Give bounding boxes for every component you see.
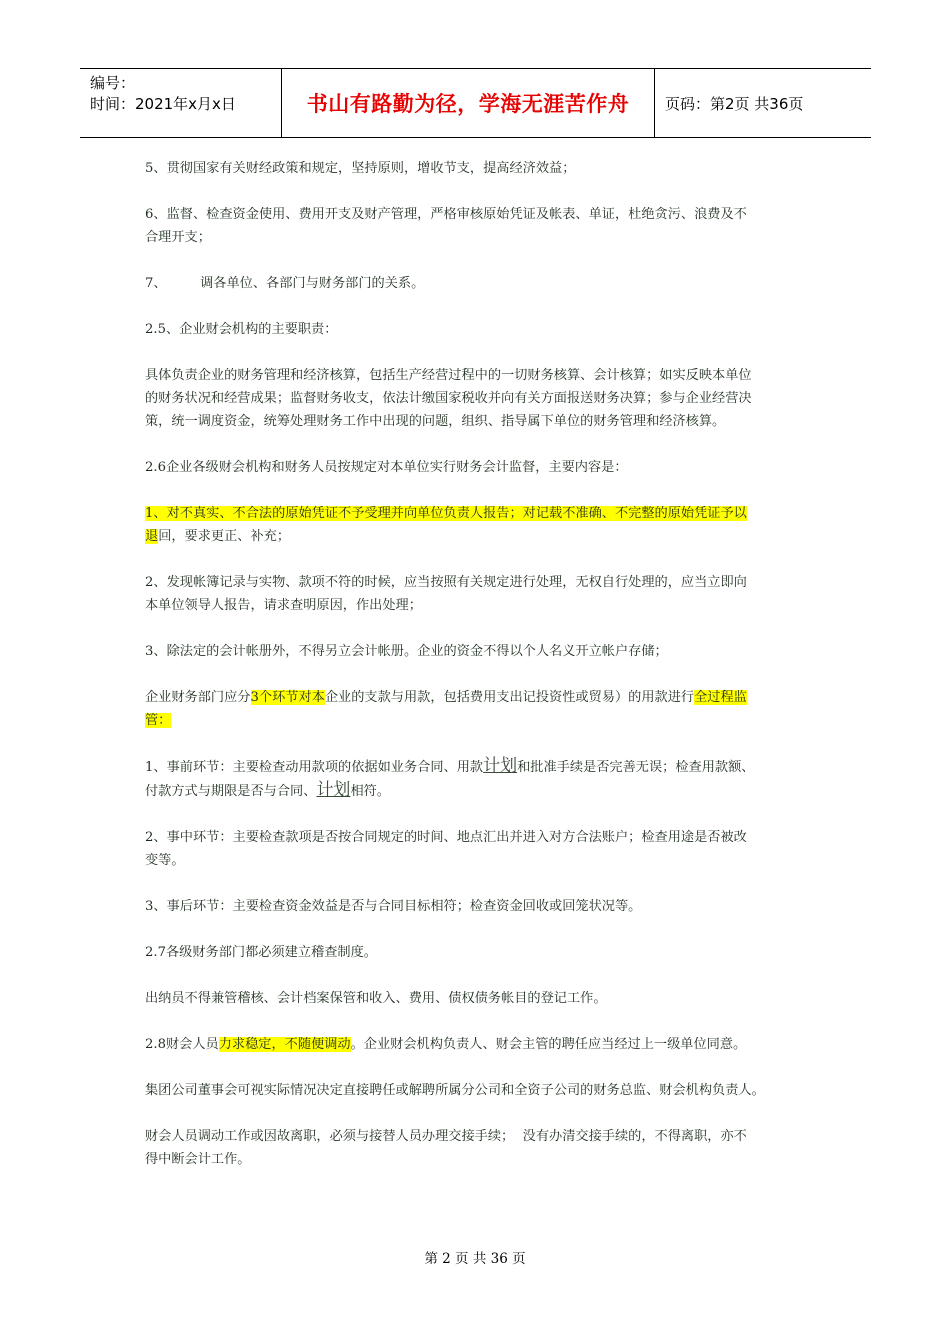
paragraph <box>145 364 805 433</box>
paragraph <box>145 1125 805 1171</box>
text-segment: 。企业财会机构负责人、财会主管的聘任应当经过上一级单位同意。 <box>350 1037 747 1052</box>
highlighted-text: 力求稳定，不随便调动 <box>218 1037 351 1052</box>
text-line: 回，要求更正、补充； <box>158 529 291 544</box>
paragraph <box>145 502 805 548</box>
paragraph <box>145 157 805 180</box>
text-line: 得中断会计工作。 <box>145 1152 251 1167</box>
paragraph <box>145 1033 805 1056</box>
section-heading <box>145 941 805 964</box>
highlighted-text: 1、对不真实、不合法的原始凭证不予受理并向单位负责人报告；对记载不准确、不完整的原始凭证予以 <box>145 506 747 521</box>
highlighted-text: 3个环节对本 <box>250 690 325 705</box>
header-page-info: 页码：第2页 共36页 <box>665 94 804 113</box>
text-segment: 企业的支款与用款，包括费用支出记投资性或贸易）的用款进行 <box>324 690 695 705</box>
highlighted-text: 全过程监 <box>694 690 747 705</box>
paragraph <box>145 686 805 732</box>
text-line: 集团公司董事会可视实际情况决定直接聘任或解聘所属分公司和全资子公司的财务总监、财会机构负责人。 <box>145 1083 765 1098</box>
plan-link[interactable]: 计划 <box>316 780 351 800</box>
header-left-cell <box>80 69 282 137</box>
section-heading <box>145 456 805 479</box>
text-line: 合理开支； <box>145 230 211 245</box>
text-segment: 企业财务部门应分 <box>145 690 251 705</box>
text-segment: 1、事前环节：主要检查动用款项的依据如业务合同、用款 <box>145 760 484 775</box>
text-line: 7、 调各单位、各部门与财务部门的关系。 <box>145 276 425 291</box>
text-line: 财会人员调动工作或因故离职，必须与接替人员办理交接手续； 没有办清交接手续的，不得离职，亦不 <box>145 1129 747 1144</box>
highlighted-text: 退 <box>145 529 159 544</box>
text-line: 3、事后环节：主要检查资金效益是否与合同目标相符；检查资金回收或回笼状况等。 <box>145 899 642 914</box>
document-date: 时间：2021年x月x日 <box>90 95 236 113</box>
text-line: 本单位领导人报告，请求查明原因，作出处理； <box>145 598 422 613</box>
paragraph <box>145 203 805 249</box>
text-line: 2.5、企业财会机构的主要职责： <box>145 322 338 337</box>
paragraph <box>145 895 805 918</box>
paragraph <box>145 755 805 803</box>
text-line: 变等。 <box>145 853 185 868</box>
paragraph <box>145 987 805 1010</box>
document-body <box>145 157 805 1171</box>
highlighted-text: 管： <box>145 713 172 728</box>
paragraph <box>145 640 805 663</box>
page-header <box>80 68 871 138</box>
text-segment: 相符。 <box>350 784 390 799</box>
text-line: 5、贯彻国家有关财经政策和规定，坚持原则，增收节支，提高经济效益； <box>145 161 576 176</box>
paragraph <box>145 826 805 872</box>
text-segment: 和批准手续是否完善无误；检查用款额、 <box>517 760 755 775</box>
text-line: 3、除法定的会计帐册外，不得另立会计帐册。企业的资金不得以个人名义开立帐户存储； <box>145 644 668 659</box>
text-segment: 付款方式与期限是否与合同、 <box>145 784 317 799</box>
text-line: 6、监督、检查资金使用、费用开支及财产管理，严格审核原始凭证及帐表、单证，杜绝贪污、浪费及不 <box>145 207 747 222</box>
text-segment: 2.8财会人员 <box>145 1037 219 1052</box>
plan-link[interactable]: 计划 <box>483 756 518 776</box>
text-line: 2.6企业各级财会机构和财务人员按规定对本单位实行财务会计监督，主要内容是： <box>145 460 628 475</box>
text-line: 2、事中环节：主要检查款项是否按合同规定的时间、地点汇出并进入对方合法账户；检查用途是否被改 <box>145 830 747 845</box>
page-footer: 第 2 页 共 36 页 <box>424 1251 526 1267</box>
paragraph <box>145 1079 805 1102</box>
header-motto: 书山有路勤为径，学海无涯苦作舟 <box>282 69 655 137</box>
section-heading <box>145 318 805 341</box>
text-line: 出纳员不得兼管稽核、会计档案保管和收入、费用、债权债务帐目的登记工作。 <box>145 991 607 1006</box>
text-line: 2.7各级财务部门都必须建立稽查制度。 <box>145 945 377 960</box>
paragraph <box>145 571 805 617</box>
text-line: 的财务状况和经营成果；监督财务收支，依法计缴国家税收并向有关方面报送财务决算；参与企业经营决 <box>145 391 752 406</box>
text-line: 具体负责企业的财务管理和经济核算，包括生产经营过程中的一切财务核算、会计核算；如实反映本单位 <box>145 368 752 383</box>
text-line: 策，统一调度资金，统筹处理财务工作中出现的问题，组织、指导属下单位的财务管理和经济核算。 <box>145 414 726 429</box>
paragraph <box>145 272 805 295</box>
text-line: 2、发现帐簿记录与实物、款项不符的时候，应当按照有关规定进行处理，无权自行处理的，应当立即向 <box>145 575 747 590</box>
document-number-label: 编号： <box>90 74 136 92</box>
